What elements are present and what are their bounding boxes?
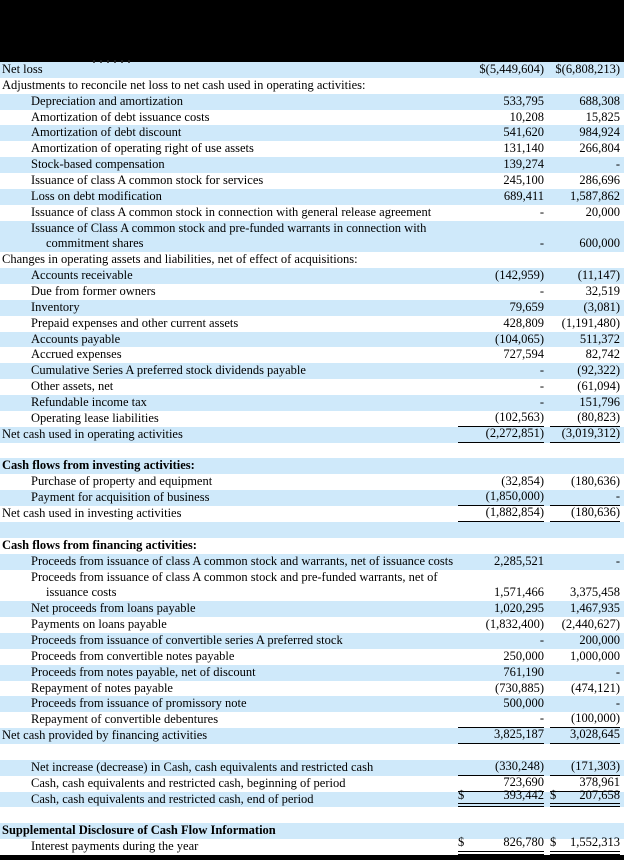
value-cell: 727,594 bbox=[503, 347, 544, 362]
value-cell: - bbox=[615, 553, 620, 568]
row-label: Net cash used in operating activities bbox=[2, 426, 183, 441]
value-cell bbox=[550, 458, 620, 474]
value-cell: (330,248) bbox=[458, 760, 544, 776]
value-cell: 1,000,000 bbox=[570, 648, 620, 663]
value-cell bbox=[458, 252, 544, 268]
row-label: Purchase of property and equipment bbox=[31, 474, 213, 489]
row-label: Changes in operating assets and liabilities, net of effect of acquisitions: bbox=[2, 252, 358, 267]
value-cell: 3,028,645 bbox=[550, 728, 620, 744]
table-row bbox=[0, 157, 624, 173]
row-label: Net proceeds from loans payable bbox=[31, 601, 196, 616]
table-row bbox=[0, 141, 624, 157]
value-cell: 245,100 bbox=[503, 173, 544, 188]
value-cell: - bbox=[615, 664, 620, 679]
value-cell: - bbox=[539, 236, 544, 251]
row-label: Proceeds from issuance of promissory note bbox=[31, 696, 247, 711]
value-cell bbox=[550, 835, 620, 855]
table-row bbox=[0, 268, 624, 284]
value-cell: 266,804 bbox=[579, 141, 620, 156]
table-row bbox=[0, 363, 624, 379]
table-row bbox=[0, 554, 624, 570]
value-cell: 20,000 bbox=[585, 204, 620, 219]
value-cell: - bbox=[539, 379, 544, 394]
spacer-row bbox=[0, 443, 624, 459]
dollar-sign: $ bbox=[458, 835, 465, 850]
table-row bbox=[0, 649, 624, 665]
table-row bbox=[0, 458, 624, 474]
table-row bbox=[0, 712, 624, 728]
row-label: Loss on debt modification bbox=[31, 188, 162, 203]
table-row bbox=[0, 205, 624, 221]
row-label: Cash flows from financing activities: bbox=[2, 537, 197, 552]
value-cell: 15,825 bbox=[585, 109, 620, 124]
value-cell: (102,563) bbox=[458, 411, 544, 427]
value-cell: - bbox=[550, 490, 620, 506]
table-row bbox=[0, 665, 624, 681]
value-cell: (3,081) bbox=[583, 299, 620, 314]
row-label: Proceeds from notes payable, net of discount bbox=[31, 664, 256, 679]
value-text: 826,780 bbox=[503, 835, 544, 850]
value-cell: 688,308 bbox=[579, 93, 620, 108]
row-label: Proceeds from convertible notes payable bbox=[31, 648, 235, 663]
value-cell bbox=[458, 787, 544, 808]
value-cell: 82,742 bbox=[585, 347, 620, 362]
row-label bbox=[0, 570, 458, 602]
table-row bbox=[0, 62, 624, 78]
value-cell: 3,825,187 bbox=[458, 728, 544, 744]
value-cell: 286,696 bbox=[579, 173, 620, 188]
value-text: 393,442 bbox=[503, 787, 544, 802]
value-cell: 428,809 bbox=[503, 315, 544, 330]
value-cell bbox=[458, 78, 544, 94]
table-row bbox=[0, 347, 624, 363]
clipped-text-artifact bbox=[93, 60, 133, 63]
value-cell: - bbox=[615, 157, 620, 172]
value-text: 1,552,313 bbox=[570, 835, 620, 850]
table-row bbox=[0, 570, 624, 602]
value-cell: 1,467,935 bbox=[570, 601, 620, 616]
row-label: Accounts receivable bbox=[31, 268, 133, 283]
value-cell: (104,065) bbox=[495, 331, 544, 346]
row-label: Interest payments during the year bbox=[31, 839, 199, 854]
value-cell: 541,620 bbox=[503, 125, 544, 140]
value-cell bbox=[550, 787, 620, 808]
table-row bbox=[0, 474, 624, 490]
table-row bbox=[0, 787, 624, 808]
table-row bbox=[0, 601, 624, 617]
dollar-sign: $ bbox=[550, 787, 557, 802]
row-label: Net cash provided by financing activities bbox=[2, 728, 208, 743]
value-cell: 2,285,521 bbox=[494, 553, 544, 568]
value-cell: 761,190 bbox=[503, 664, 544, 679]
row-label: Inventory bbox=[31, 299, 80, 314]
spacer-row bbox=[0, 744, 624, 760]
value-cell: (1,850,000) bbox=[458, 490, 544, 506]
value-cell: 131,140 bbox=[503, 141, 544, 156]
row-label: Repayment of notes payable bbox=[31, 680, 173, 695]
value-cell: - bbox=[539, 204, 544, 219]
row-label: Net cash used in investing activities bbox=[2, 506, 182, 521]
value-cell: (1,832,400) bbox=[485, 617, 544, 632]
table-row bbox=[0, 110, 624, 126]
value-cell: - bbox=[458, 712, 544, 728]
value-cell: (2,440,627) bbox=[561, 617, 620, 632]
table-row bbox=[0, 617, 624, 633]
value-cell: - bbox=[539, 395, 544, 410]
row-label: Adjustments to reconcile net loss to net cash used in operating activities: bbox=[2, 77, 366, 92]
value-cell: (1,882,854) bbox=[458, 506, 544, 522]
row-label: Issuance of class A common stock for services bbox=[31, 173, 264, 188]
value-cell: 151,796 bbox=[579, 395, 620, 410]
value-cell bbox=[458, 835, 544, 855]
row-label: Issuance of class A common stock in connection with general release agreement bbox=[31, 204, 432, 219]
value-cell: (142,959) bbox=[495, 268, 544, 283]
value-cell: (3,019,312) bbox=[550, 427, 620, 443]
table-row bbox=[0, 173, 624, 189]
table-row bbox=[0, 316, 624, 332]
dollar-sign: $ bbox=[458, 787, 465, 802]
row-label: Cash, cash equivalents and restricted cash, end of period bbox=[31, 791, 314, 806]
value-cell: (180,636) bbox=[550, 506, 620, 522]
row-label: Repayment of convertible debentures bbox=[31, 712, 219, 727]
value-cell: (92,322) bbox=[577, 363, 620, 378]
row-label: Prepaid expenses and other current assets bbox=[31, 315, 239, 330]
row-label bbox=[0, 221, 458, 253]
table-row bbox=[0, 94, 624, 110]
value-cell: (730,885) bbox=[495, 680, 544, 695]
value-cell: 3,375,458 bbox=[570, 585, 620, 600]
row-label: Other assets, net bbox=[31, 379, 114, 394]
value-cell: 500,000 bbox=[503, 696, 544, 711]
row-label: Supplemental Disclosure of Cash Flow Information bbox=[2, 823, 276, 838]
value-cell: (2,272,851) bbox=[458, 427, 544, 443]
value-cell: 1,587,862 bbox=[570, 188, 620, 203]
value-cell: (474,121) bbox=[571, 680, 620, 695]
value-cell: (171,303) bbox=[550, 760, 620, 776]
value-cell: 1,571,466 bbox=[494, 585, 544, 600]
table-row bbox=[0, 633, 624, 649]
value-cell: 250,000 bbox=[503, 648, 544, 663]
value-cell: 511,372 bbox=[579, 331, 620, 346]
value-cell: 378,961 bbox=[550, 776, 620, 792]
table-row bbox=[0, 696, 624, 712]
row-label: Payment for acquisition of business bbox=[31, 490, 210, 505]
row-label: Cumulative Series A preferred stock dividends payable bbox=[31, 363, 306, 378]
value-cell: 600,000 bbox=[579, 236, 620, 251]
value-cell: 689,411 bbox=[503, 188, 544, 203]
table-row bbox=[0, 189, 624, 205]
row-label: Proceeds from issuance of convertible series A preferred stock bbox=[31, 632, 343, 647]
table-row bbox=[0, 681, 624, 697]
table-row bbox=[0, 284, 624, 300]
value-cell bbox=[458, 538, 544, 554]
value-cell: - bbox=[539, 632, 544, 647]
spacer-row bbox=[0, 522, 624, 538]
table-row bbox=[0, 300, 624, 316]
value-cell: (80,823) bbox=[550, 411, 620, 427]
redacted-header-band bbox=[0, 0, 624, 62]
value-cell: (100,000) bbox=[550, 712, 620, 728]
row-label: Depreciation and amortization bbox=[31, 93, 184, 108]
table-row bbox=[0, 427, 624, 443]
value-cell: (61,094) bbox=[577, 379, 620, 394]
table-row bbox=[0, 835, 624, 855]
value-cell: 79,659 bbox=[509, 299, 544, 314]
value-cell: 1,020,295 bbox=[494, 601, 544, 616]
value-text: 207,658 bbox=[579, 787, 620, 802]
value-cell: 10,208 bbox=[509, 109, 544, 124]
value-cell: - bbox=[539, 363, 544, 378]
value-cell: 533,795 bbox=[503, 93, 544, 108]
row-label: Payments on loans payable bbox=[31, 617, 167, 632]
value-cell bbox=[550, 78, 620, 94]
row-label: Proceeds from issuance of class A common stock and warrants, net of issuance costs bbox=[31, 553, 454, 568]
row-label-line2: commitment shares bbox=[46, 236, 144, 251]
table-row bbox=[0, 332, 624, 348]
redacted-footer-band bbox=[0, 855, 624, 860]
row-label: Operating lease liabilities bbox=[31, 410, 159, 425]
row-label-line1: Issuance of Class A common stock and pre-funded warrants in connection with bbox=[31, 220, 427, 235]
row-label: Amortization of debt issuance costs bbox=[31, 109, 210, 124]
table-row bbox=[0, 252, 624, 268]
value-cell: 200,000 bbox=[579, 632, 620, 647]
row-label: Amortization of operating right of use assets bbox=[31, 141, 254, 156]
dollar-sign: $ bbox=[550, 835, 557, 850]
row-label: Net increase (decrease) in Cash, cash equivalents and restricted cash bbox=[31, 759, 374, 774]
table-row bbox=[0, 395, 624, 411]
value-cell: 32,519 bbox=[585, 284, 620, 299]
row-label: Net loss bbox=[2, 62, 43, 76]
table-row bbox=[0, 538, 624, 554]
table-row bbox=[0, 506, 624, 522]
value-cell: (180,636) bbox=[571, 474, 620, 489]
table-row bbox=[0, 411, 624, 427]
row-label: Amortization of debt discount bbox=[31, 125, 182, 140]
value-cell bbox=[550, 252, 620, 268]
value-cell bbox=[458, 458, 544, 474]
value-cell: (11,147) bbox=[577, 268, 620, 283]
value-cell: - bbox=[615, 696, 620, 711]
value-cell: (1,191,480) bbox=[561, 315, 620, 330]
value-cell: $(5,449,604) bbox=[479, 62, 544, 76]
value-cell: - bbox=[539, 284, 544, 299]
row-label: Accounts payable bbox=[31, 331, 121, 346]
value-cell: 139,274 bbox=[503, 157, 544, 172]
cashflow-table bbox=[0, 62, 624, 855]
row-label-line2: issuance costs bbox=[46, 585, 117, 600]
value-cell: $(6,808,213) bbox=[555, 62, 620, 76]
row-label: Cash flows from investing activities: bbox=[2, 458, 195, 473]
table-row bbox=[0, 221, 624, 253]
value-cell: 723,690 bbox=[458, 776, 544, 792]
table-row bbox=[0, 728, 624, 744]
row-label: Stock-based compensation bbox=[31, 157, 165, 172]
table-row bbox=[0, 760, 624, 776]
value-cell: 984,924 bbox=[579, 125, 620, 140]
table-row bbox=[0, 78, 624, 94]
value-cell bbox=[550, 538, 620, 554]
table-row bbox=[0, 490, 624, 506]
row-label: Due from former owners bbox=[31, 284, 156, 299]
spacer-row bbox=[0, 807, 624, 823]
table-row bbox=[0, 125, 624, 141]
value-cell: (32,854) bbox=[501, 474, 544, 489]
row-label: Accrued expenses bbox=[31, 347, 122, 362]
table-row bbox=[0, 379, 624, 395]
row-label: Refundable income tax bbox=[31, 395, 147, 410]
row-label-line1: Proceeds from issuance of class A common stock and pre-funded warrants, net of bbox=[31, 569, 438, 584]
row-label: Cash, cash equivalents and restricted cash, beginning of period bbox=[31, 775, 346, 790]
